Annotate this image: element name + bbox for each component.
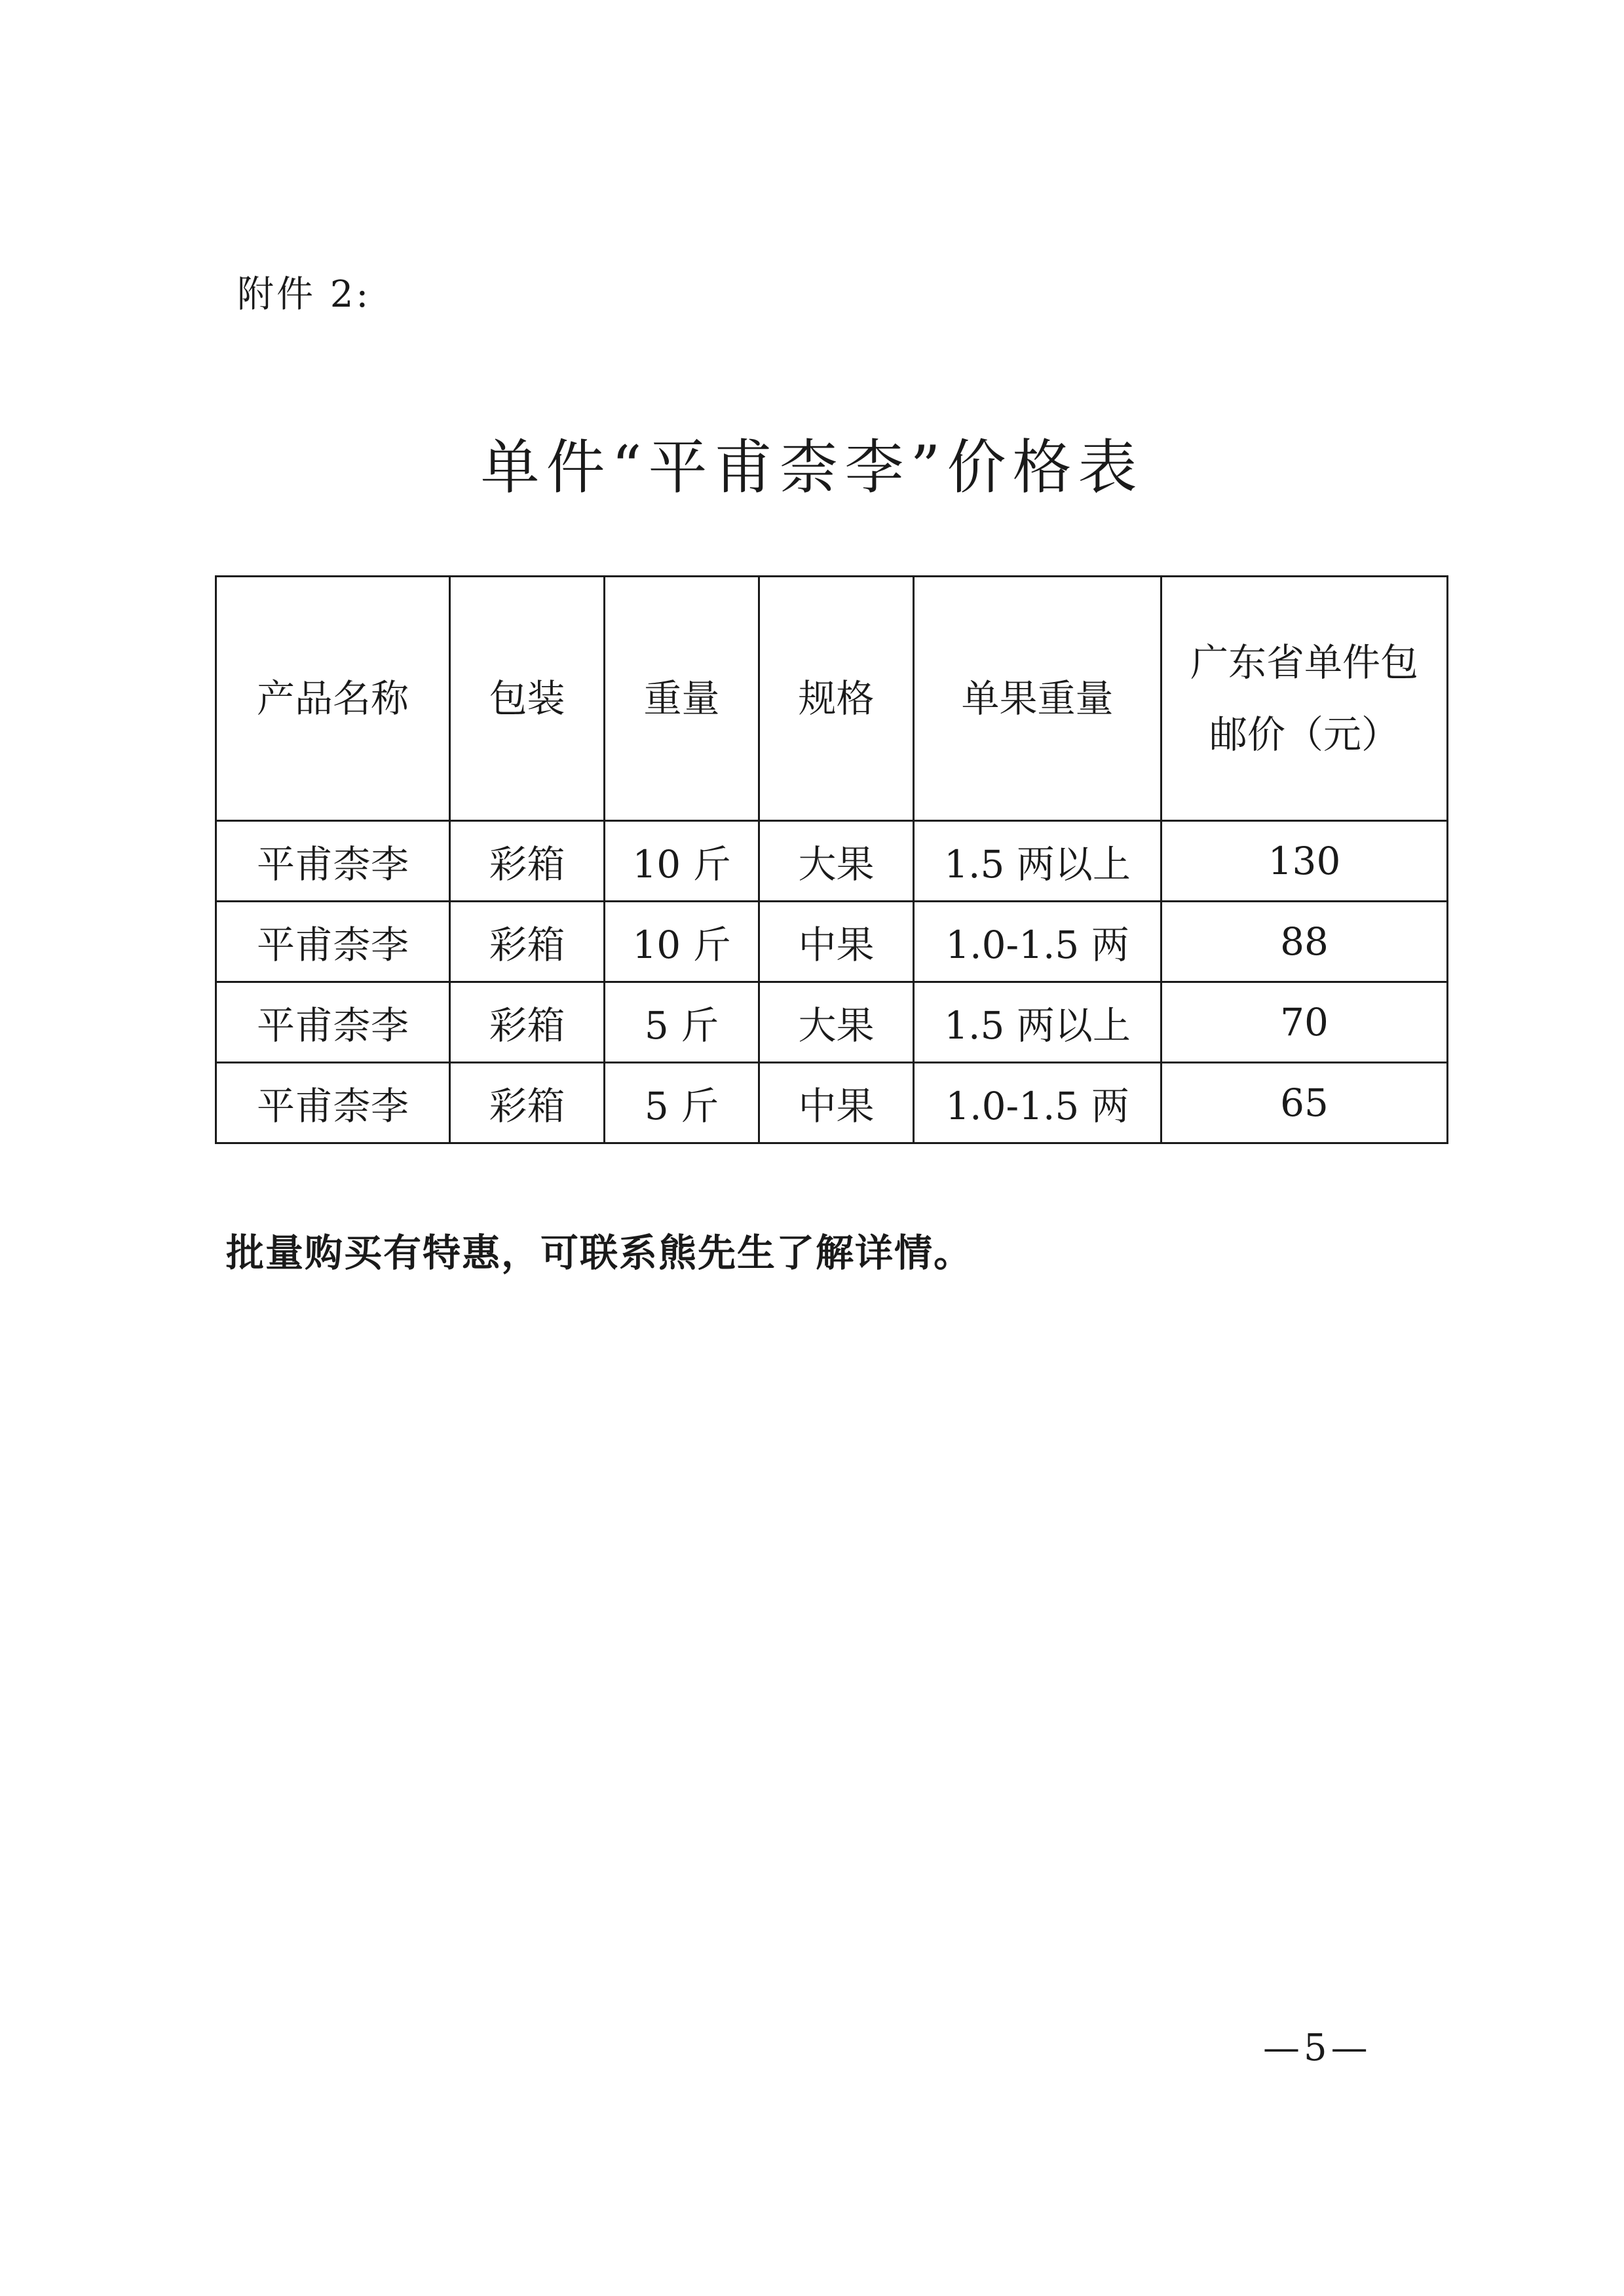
table-row [216,1063,1448,1143]
cell-price: 130 [1161,821,1448,902]
bulk-purchase-note: 批量购买有特惠，可联系熊先生了解详情。 [226,1231,973,1275]
cell-product-name: 平甫柰李 [216,902,450,982]
cell-packaging: 彩箱 [450,902,605,982]
cell-fruit-weight: 1.0-1.5 两 [914,902,1161,982]
page-number: —5— [1263,2027,1372,2069]
document-title: 单件“平甫柰李”价格表 [480,433,1144,502]
table-header-row [216,577,1448,821]
header-weight: 重量 [605,577,759,821]
header-product-name: 产品名称 [216,577,450,821]
header-fruit-weight: 单果重量 [914,577,1161,821]
cell-fruit-weight: 1.5 两以上 [914,982,1161,1063]
cell-weight: 10 斤 [605,821,759,902]
cell-fruit-weight: 1.5 两以上 [914,821,1161,902]
cell-price: 70 [1161,982,1448,1063]
cell-weight: 10 斤 [605,902,759,982]
cell-product-name: 平甫柰李 [216,1063,450,1143]
price-table [215,575,1448,1144]
cell-size: 大果 [759,821,914,902]
header-size: 规格 [759,577,914,821]
cell-fruit-weight: 1.0-1.5 两 [914,1063,1161,1143]
cell-price: 88 [1161,902,1448,982]
cell-packaging: 彩箱 [450,1063,605,1143]
table-row [216,902,1448,982]
cell-weight: 5 斤 [605,1063,759,1143]
cell-packaging: 彩箱 [450,821,605,902]
cell-size: 中果 [759,902,914,982]
table-row [216,982,1448,1063]
header-packaging: 包装 [450,577,605,821]
cell-size: 大果 [759,982,914,1063]
cell-size: 中果 [759,1063,914,1143]
cell-product-name: 平甫柰李 [216,982,450,1063]
cell-weight: 5 斤 [605,982,759,1063]
attachment-label: 附件 2: [237,273,371,316]
cell-price: 65 [1161,1063,1448,1143]
cell-product-name: 平甫柰李 [216,821,450,902]
cell-packaging: 彩箱 [450,982,605,1063]
table-row [216,821,1448,902]
header-price: 广东省单件包邮价（元） [1161,577,1448,821]
